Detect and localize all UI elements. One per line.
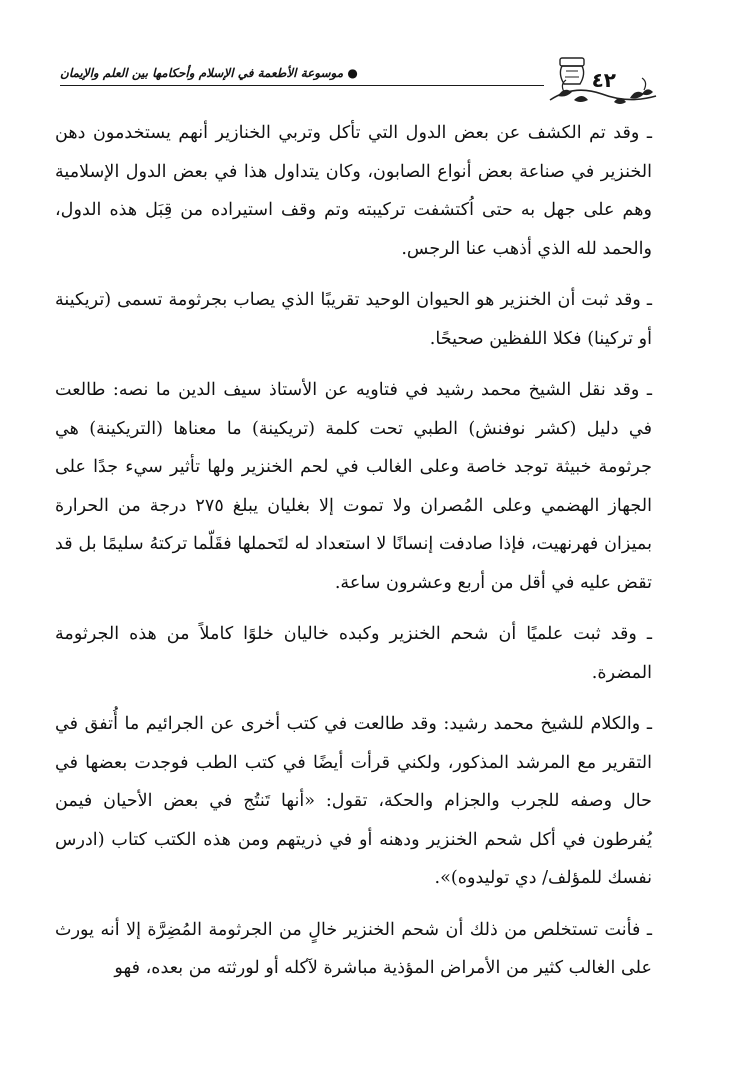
body-text [55,114,652,1001]
page-header [60,56,652,106]
paragraph-fat-liver: ـ وقد ثبت علميًا أن شحم الخنزير وكبده خاليان خلوًا كاملاً من هذه الجرثومة المضرة. [55,624,652,683]
page-number: ٤٢ [591,68,616,92]
paragraph-trichina: ـ وقد ثبت أن الخنزير هو الحيوان الوحيد تقريبًا الذي يصاب بجرثومة تسمى (تريكينة أو تركينا) فكلا اللفظين صحيحًا. [55,290,652,349]
header-rule [60,85,544,86]
paragraph-sheikh-rashid: ـ والكلام للشيخ محمد رشيد: وقد طالعت في كتب أخرى عن الجرائيم ما أُتفق في التقرير مع المرشد المذكور، ولكني قرأت أيضًا في كتب الطب فوجدت بعضها في حال وصفه للجرب والجزام والحكة، تقول: «أنها تَنتُج في بعض الأحيان فيمن يُفرطون في أكل شحم الخنزير ودهنه أو في ذريتهم ومن هذه الكتب كتاب (ادرس نفسك للمؤلف/ دي توليدوه)». [55,714,652,888]
paragraph-soap: ـ وقد تم الكشف عن بعض الدول التي تأكل وتربي الخنازير أنهم يستخدمون دهن الخنزير في صناعة بعض أنواع الصابون، وكان يتداول هذا في بعض الدول الإسلامية وهم على جهل به حتى اُكتشفت تركيبته وتم وقف استيراده من قِبَل هذه الدول، والحمد لله الذي أذهب عنا الرجس. [55,123,652,259]
paragraph-conclusion: ـ فأنت تستخلص من ذلك أن شحم الخنزير خالٍ من الجرثومة المُضِرَّة إلا أنه يورث على الغالب كثير من الأمراض المؤذية مباشرة لآكله أو لورثته من بعده، فهو [55,919,652,978]
running-title: ● موسوعة الأطعمة في الإسلام وأحكامها بين العلم والإيمان [60,66,358,80]
paragraph-fatwa-quote: ـ وقد نقل الشيخ محمد رشيد في فتاويه عن الأستاذ سيف الدين ما نصه: طالعت في دليل (كشر نوفنش) الطبي تحت كلمة (تريكينة) ما معناها (التريكينة) هي جرثومة خبيثة توجد خاصة وعلى الغالب في لحم الخنزير ولها تأثير سيء جدًا على الجهاز الهضمي وعلى المُصران ولا تموت إلا بغليان يبلغ ٢٧٥ درجة من الحرارة بميزان فهرنهيت، فإذا صادفت إنسانًا لا استعداد له لتَحملها فقَلّما تركتهُ سليمًا بل قد تقض عليه في أقل من أربع وعشرون ساعة. [55,380,652,593]
